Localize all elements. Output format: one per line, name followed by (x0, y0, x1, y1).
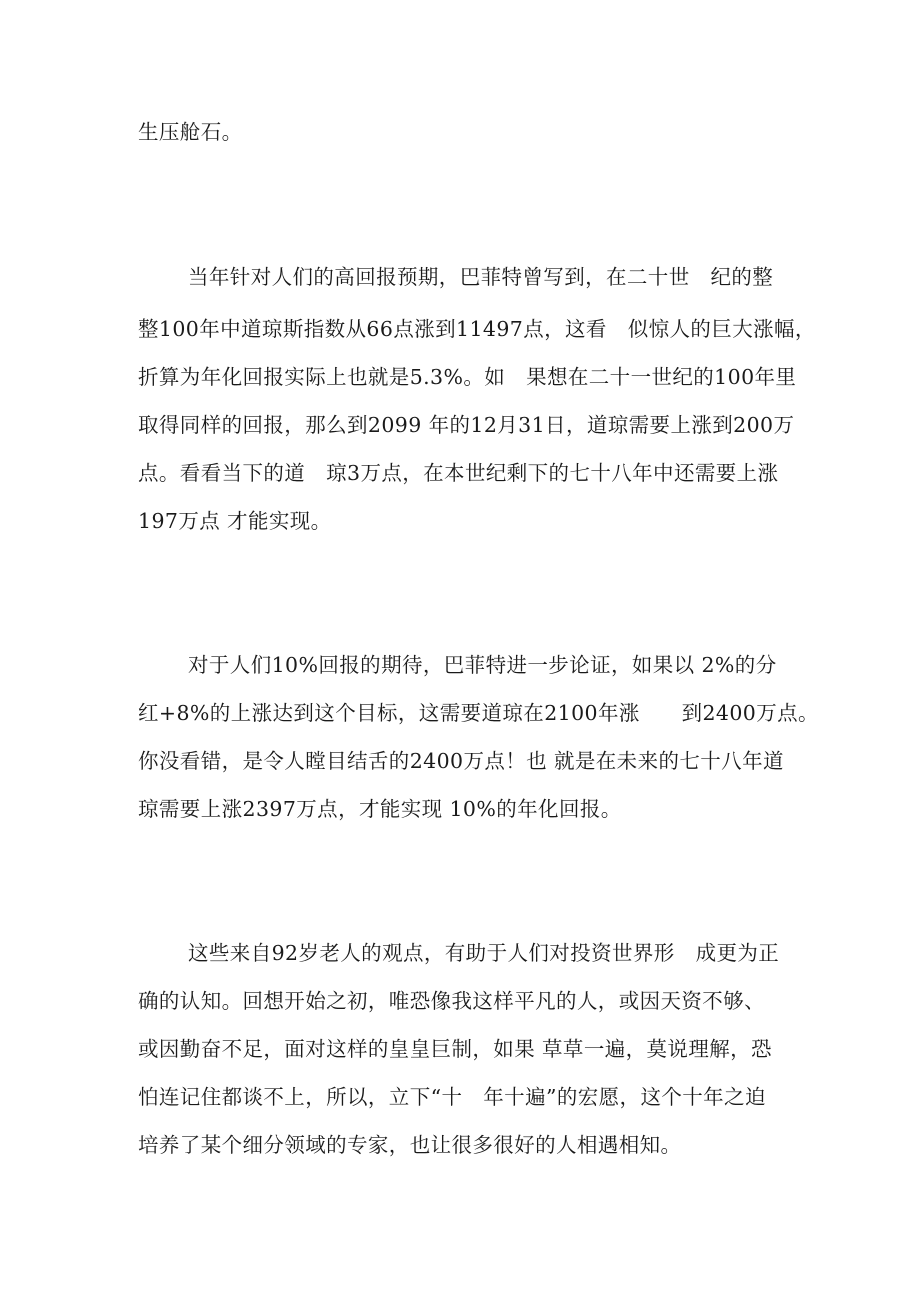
text-line: 对于人们10%回报的期待，巴菲特进一步论证，如果以 2%的分 (188, 653, 777, 677)
text-line: 确的认知。回想开始之初，唯恐像我这样平凡的人，或因天资不够、 (138, 989, 765, 1013)
text-line: 整100年中道琼斯指数从66点涨到11497点，这看 似惊人的巨大涨幅， (138, 317, 816, 341)
text-line: 红+8%的上涨达到这个目标，这需要道琼在2100年涨 到2400万点。 (138, 701, 819, 725)
text-line: 折算为年化回报实际上也就是5.3%。如 果想在二十一世纪的100年里 (138, 365, 797, 389)
text-line: 取得同样的回报，那么到2099 年的12月31日，道琼需要上涨到200万 (138, 413, 795, 437)
text-line: 生压舱石。 (138, 120, 243, 144)
text-line: 你没看错，是令人瞠目结舌的2400万点！也 就是在未来的七十八年道 (138, 749, 784, 773)
text-line: 或因勤奋不足，面对这样的皇皇巨制，如果 草草一遍，莫说理解，恐 (138, 1037, 772, 1061)
text-line: 培养了某个细分领域的专家，也让很多很好的人相遇相知。 (138, 1133, 682, 1157)
text-line: 琼需要上涨2397万点，才能实现 10%的年化回报。 (138, 797, 622, 821)
text-line: 这些来自92岁老人的观点，有助于人们对投资世界形 成更为正 (188, 941, 780, 965)
text-line: 点。看看当下的道 琼3万点，在本世纪剩下的七十八年中还需要上涨 (138, 461, 779, 485)
text-line: 当年针对人们的高回报预期，巴菲特曾写到，在二十世 纪的整 (188, 265, 774, 289)
text-line: 197万点 才能实现。 (138, 509, 332, 533)
text-line: 怕连记住都谈不上，所以，立下“十 年十遍”的宏愿，这个十年之迫 (138, 1085, 766, 1109)
